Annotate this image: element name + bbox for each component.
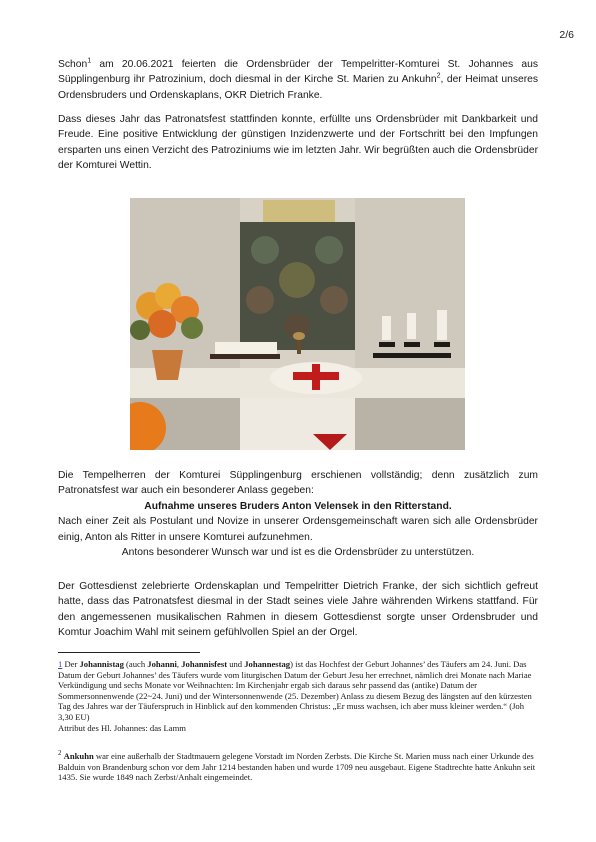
knighting-wish: Antons besonderer Wunsch war und ist es die Ordensbrüder zu unterstützen. — [121, 547, 475, 559]
paragraph-service: Der Gottesdienst zelebrierte Ordenskaplan und Tempelritter Dietrich Franke, der sich sichtlich gefreut hatte, dass das Patronatsfest diesmal in der Stadt seines viele Jahre währenden Wirkens stattfand. Für den angemessenen musikalischen Rahmen in diesem Gottesdienst sorgte unser Ordensbruder und Komtur Joachim Wahl mit seinem gefühlvollen Spiel an der Orgel. — [58, 581, 538, 639]
text: ) ist das Hochfest der Geburt Johannes’ des Täufers am 24. Juni. Das Datum der Geburt Johannes’ des Täufers wurde vom liturgischen Datum der Geburt Jesu her errechnet, nämlich drei Monate nach Mariae Verkündigung und sechs Monate vor Weihnachten: Im Kirchenjahr ergab sich daraus sehr passend das (antike) Datum der Sommersonnenwende (22~24. Juni) und der Wintersonnenwende (25. Dezember) Anlass zu diesem Bezug des längsten auf den kürzesten Tag des Jahres war der Täuferspruch in Hinblick auf den kommenden Christus: „Er muss wachsen, ich aber muss kleiner werden.“ (Joh 3,30 EU) — [58, 659, 532, 722]
text: Der — [62, 659, 80, 669]
text: Schon — [58, 59, 88, 70]
footnote-1 — [58, 659, 540, 733]
text: Johannistag — [79, 659, 124, 669]
footnote-2 — [58, 751, 540, 783]
text: (auch — [123, 659, 148, 669]
footnote-1-attribute: Attribut des Hl. Johannes: das Lamm — [58, 722, 186, 733]
altar-photo — [130, 198, 465, 450]
footnote-ref-1[interactable]: 1 — [87, 57, 92, 65]
paragraph-gratitude: Dass dieses Jahr das Patronatsfest stattfinden konnte, erfüllte uns Ordensbrüder mit Dankbarkeit und Freude. Eine positive Entwicklung der günstigen Inzidenzwerte und der Fortschritt bei den Impfungen ersparten uns einen Verzicht des Patroziniums wie im letzten Jahr. Wir begrüßten auch die Ordensbrüder der Komturei Wettin. — [58, 114, 538, 172]
text: war eine außerhalb der Stadtmauern gelegene Vorstadt im Norden Zerbsts. Die Kirche St. Marien muss nach einer Urkunde des Balduin von Brandenburg schon vor dem Jahr 1214 bestanden haben und wurde 1709 neu ausgebaut. Eigene Stadtrechte hatte Ankuhn seit 1435. Sie wurde 1849 nach Zerbst/Anhalt eingemeindet. — [58, 751, 536, 783]
knighting-intro: Die Tempelherren der Komturei Süpplingenburg erschienen vollständig; denn zusätzlich zum Patronatsfest war auch ein besonderer Anlass gegeben: — [58, 470, 538, 497]
altar-photo-drawing — [130, 198, 465, 450]
page-number: 2/6 — [559, 29, 574, 41]
text: , der Heimat unseres Ordensbruders und Ordenskaplans, OKR Dietrich Franke. — [58, 74, 538, 101]
text: Johannisfest — [181, 659, 228, 669]
footnote-2-marker: 2 — [58, 749, 62, 758]
paragraph-knighting — [58, 468, 538, 560]
footnote-divider — [58, 652, 200, 653]
text: und — [227, 659, 245, 669]
footnote-1-marker[interactable]: 1 — [58, 659, 63, 669]
paragraph-intro — [58, 57, 538, 103]
footnote-ref-2[interactable]: 2 — [436, 72, 441, 80]
text: Ankuhn — [63, 751, 94, 761]
text: Johannestag — [244, 659, 291, 669]
text: Johanni — [147, 659, 177, 669]
text: , — [176, 659, 182, 669]
text: am 20.06.2021 feierten die Ordensbrüder der Tempelritter-Komturei St. Johannes aus Süpplingenburg ihr Patrozinium, doch diesmal in der Kirche St. Marien zu Ankuhn — [58, 59, 538, 86]
knighting-heading: Aufnahme unseres Bruders Anton Velensek in den Ritterstand. — [144, 500, 452, 512]
knighting-body: Nach einer Zeit als Postulant und Novize in unserer Ordensgemeinschaft waren sich alle Ordensbrüder einig, Anton als Ritter in unsere Komturei aufzunehmen. — [58, 516, 538, 543]
